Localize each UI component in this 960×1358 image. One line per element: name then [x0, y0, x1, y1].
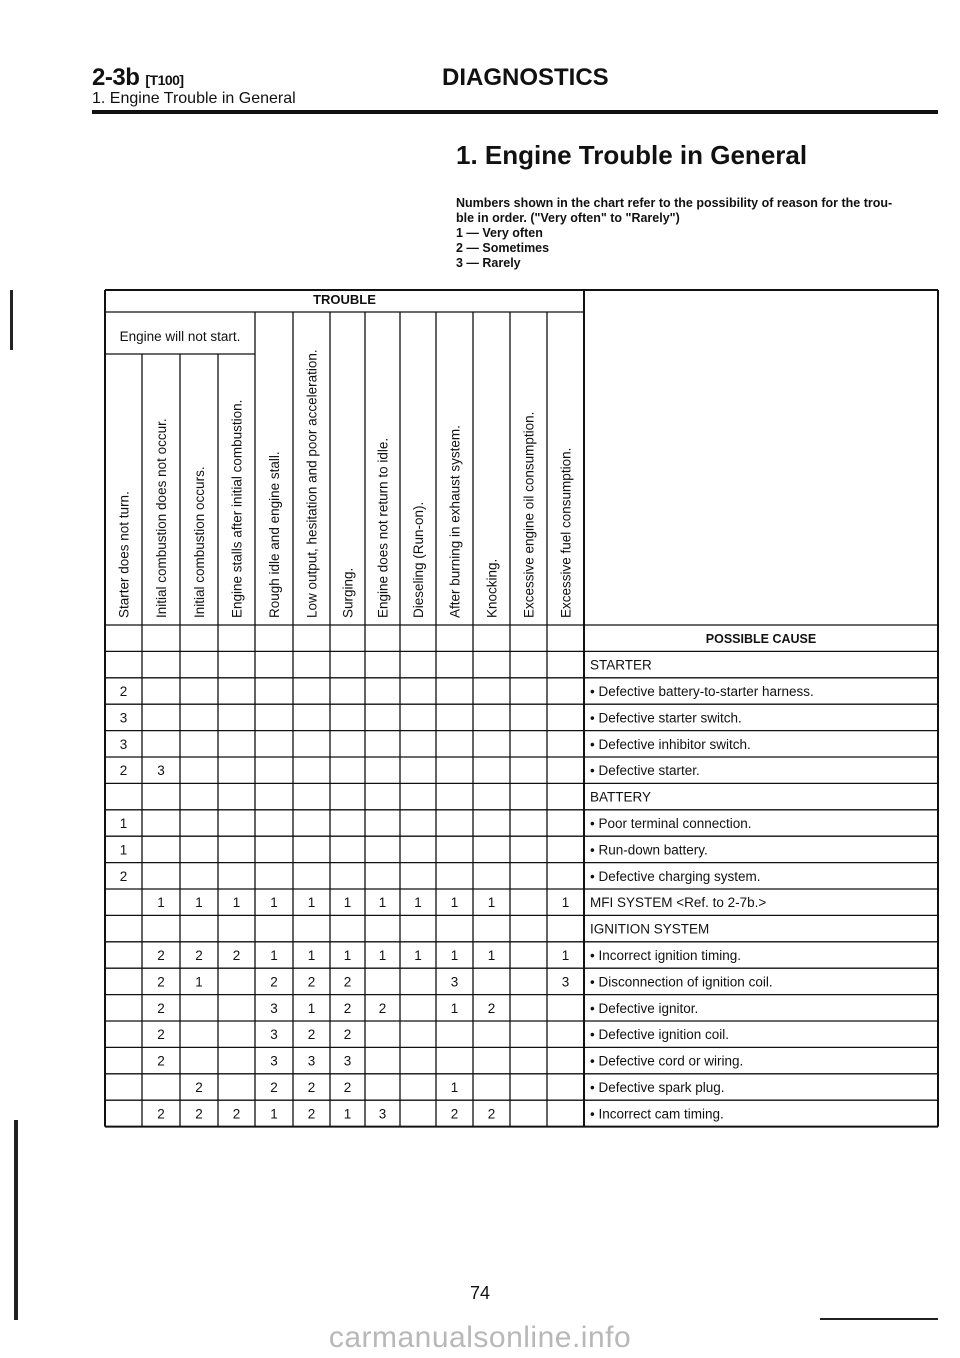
possible-cause-label: • Defective spark plug. [590, 1080, 725, 1095]
possibility-rating: 2 [157, 1027, 165, 1043]
possibility-rating: 2 [450, 1106, 459, 1122]
possibility-rating: 2 [119, 763, 128, 779]
possibility-rating: 1 [232, 895, 241, 911]
trouble-column-header: Initial combustion occurs. [192, 466, 207, 618]
page-title: 1. Engine Trouble in General [456, 140, 808, 170]
possibility-rating: 2 [307, 1106, 316, 1122]
possibility-rating: 1 [307, 1000, 316, 1016]
possibility-rating: 1 [450, 1000, 459, 1016]
scan-edge-mark [10, 290, 13, 350]
possibility-rating: 1 [487, 948, 496, 963]
possible-cause-label: IGNITION SYSTEM [590, 921, 710, 937]
possibility-rating: 1 [343, 948, 352, 963]
watermark: carmanualsonline.info [328, 1321, 632, 1354]
note-line: 2 — Sometimes [456, 241, 550, 255]
possibility-rating: 1 [270, 948, 278, 963]
possibility-rating: 2 [270, 974, 278, 990]
possibility-rating: 1 [450, 895, 459, 911]
possibility-rating: 2 [195, 1080, 203, 1095]
header-section-title: DIAGNOSTICS [442, 64, 609, 91]
possibility-rating: 2 [119, 868, 128, 884]
possibility-rating: 2 [307, 974, 316, 990]
possible-cause-label: • Incorrect cam timing. [590, 1106, 724, 1122]
possibility-rating: 2 [307, 1027, 316, 1043]
possibility-rating: 2 [157, 1000, 165, 1016]
possible-cause-label: • Defective starter switch. [590, 710, 742, 726]
trouble-column-header: Excessive engine oil consumption. [521, 411, 537, 618]
possible-cause-label: • Defective ignition coil. [590, 1027, 730, 1043]
possibility-rating: 1 [378, 895, 387, 911]
possibility-rating: 2 [157, 948, 165, 963]
possibility-rating: 1 [343, 1106, 352, 1122]
possibility-rating: 3 [270, 1027, 278, 1043]
possible-cause-label: • Run-down battery. [590, 842, 708, 858]
possibility-rating: 2 [343, 974, 352, 990]
possibility-rating: 1 [561, 895, 570, 911]
possibility-rating: 1 [414, 895, 422, 911]
possibility-rating: 2 [195, 948, 203, 963]
possibility-rating: 1 [378, 948, 387, 963]
possibility-rating: 1 [119, 842, 128, 858]
possibility-rating: 3 [307, 1053, 316, 1069]
possible-cause-label: • Incorrect ignition timing. [590, 948, 742, 963]
possibility-rating: 3 [157, 763, 165, 779]
possibility-rating: 3 [270, 1000, 278, 1016]
possibility-rating: 2 [232, 1106, 241, 1122]
trouble-column-header: Knocking. [484, 558, 500, 618]
possibility-rating: 1 [450, 948, 459, 963]
possibility-rating: 1 [343, 895, 352, 911]
trouble-column-header: Rough idle and engine stall. [267, 451, 282, 618]
trouble-column-header: Low output, hesitation and poor acceleration. [304, 349, 320, 618]
possibility-rating: 1 [307, 948, 316, 963]
possibility-rating: 3 [450, 974, 459, 990]
possibility-rating: 2 [157, 1053, 165, 1069]
possibility-rating: 2 [487, 1000, 496, 1016]
header-subtitle: 1. Engine Trouble in General [92, 90, 296, 107]
possibility-rating: 1 [195, 895, 203, 911]
possibility-rating: 1 [561, 948, 570, 963]
possibility-rating: 2 [487, 1106, 496, 1122]
trouble-column-header: Excessive fuel consumption. [558, 447, 574, 618]
trouble-column-header: Surging. [340, 567, 356, 618]
possibility-rating: 1 [487, 895, 496, 911]
possible-cause-label: • Disconnection of ignition coil. [590, 974, 773, 990]
note-line: ble in order. ("Very often" to "Rarely") [456, 211, 680, 225]
possible-cause-label: STARTER [590, 657, 652, 673]
page-number: 74 [469, 1283, 491, 1303]
possibility-rating: 1 [270, 895, 278, 911]
possibility-rating: 2 [343, 1027, 352, 1043]
possibility-rating: 2 [157, 1106, 165, 1122]
scan-corner-mark [820, 1318, 938, 1320]
possibility-rating: 2 [195, 1106, 203, 1122]
possibility-rating: 1 [270, 1106, 278, 1122]
possible-cause-label: • Defective inhibitor switch. [590, 736, 751, 752]
possibility-rating: 3 [119, 710, 128, 726]
possibility-rating: 2 [343, 1080, 352, 1095]
note-line: 1 — Very often [456, 226, 543, 240]
possibility-rating: 1 [195, 974, 203, 990]
possible-cause-label: • Poor terminal connection. [590, 816, 752, 831]
scan-edge-mark [14, 1120, 18, 1320]
possibility-rating: 2 [232, 948, 241, 963]
possibility-rating: 3 [378, 1106, 387, 1122]
note-line: Numbers shown in the chart refer to the possibility of reason for the trou- [456, 196, 893, 210]
possibility-rating: 1 [450, 1080, 459, 1095]
possible-cause-label: MFI SYSTEM <Ref. to 2-7b.> [590, 895, 767, 911]
possible-cause-label: • Defective battery-to-starter harness. [590, 684, 814, 699]
note-line: 3 — Rarely [456, 256, 521, 270]
possibility-rating: 3 [119, 736, 128, 752]
possibility-rating: 1 [119, 816, 128, 831]
possibility-rating: 2 [119, 684, 128, 699]
possibility-rating: 3 [343, 1053, 352, 1069]
possibility-rating: 2 [270, 1080, 278, 1095]
possibility-rating: 2 [307, 1080, 316, 1095]
possible-cause-label: BATTERY [590, 789, 652, 805]
possibility-rating: 3 [561, 974, 570, 990]
possible-cause-label: • Defective starter. [590, 763, 700, 779]
trouble-column-header: After burning in exhaust system. [447, 425, 463, 618]
possible-cause-heading: POSSIBLE CAUSE [705, 632, 817, 646]
possibility-rating: 2 [343, 1000, 352, 1016]
possible-cause-label: • Defective cord or wiring. [590, 1053, 744, 1069]
group-heading: Engine will not start. [119, 329, 241, 344]
trouble-column-header: Engine stalls after initial combustion. [229, 399, 245, 618]
possibility-rating: 2 [157, 974, 165, 990]
trouble-heading: TROUBLE [313, 292, 376, 307]
trouble-column-header: Engine does not return to idle. [375, 437, 391, 618]
possibility-rating: 2 [378, 1000, 387, 1016]
trouble-column-header: Dieseling (Run-on). [411, 501, 426, 618]
section-code-number: 2-3b [92, 64, 140, 91]
section-code-tag: [T100] [145, 72, 184, 88]
possible-cause-label: • Defective ignitor. [590, 1000, 699, 1016]
possibility-rating: 1 [307, 895, 316, 911]
possibility-rating: 1 [414, 948, 422, 963]
trouble-column-header: Starter does not turn. [116, 491, 132, 618]
possible-cause-label: • Defective charging system. [590, 868, 761, 884]
trouble-column-header: Initial combustion does not occur. [154, 418, 169, 618]
possibility-rating: 3 [270, 1053, 278, 1069]
possibility-rating: 1 [157, 895, 165, 911]
